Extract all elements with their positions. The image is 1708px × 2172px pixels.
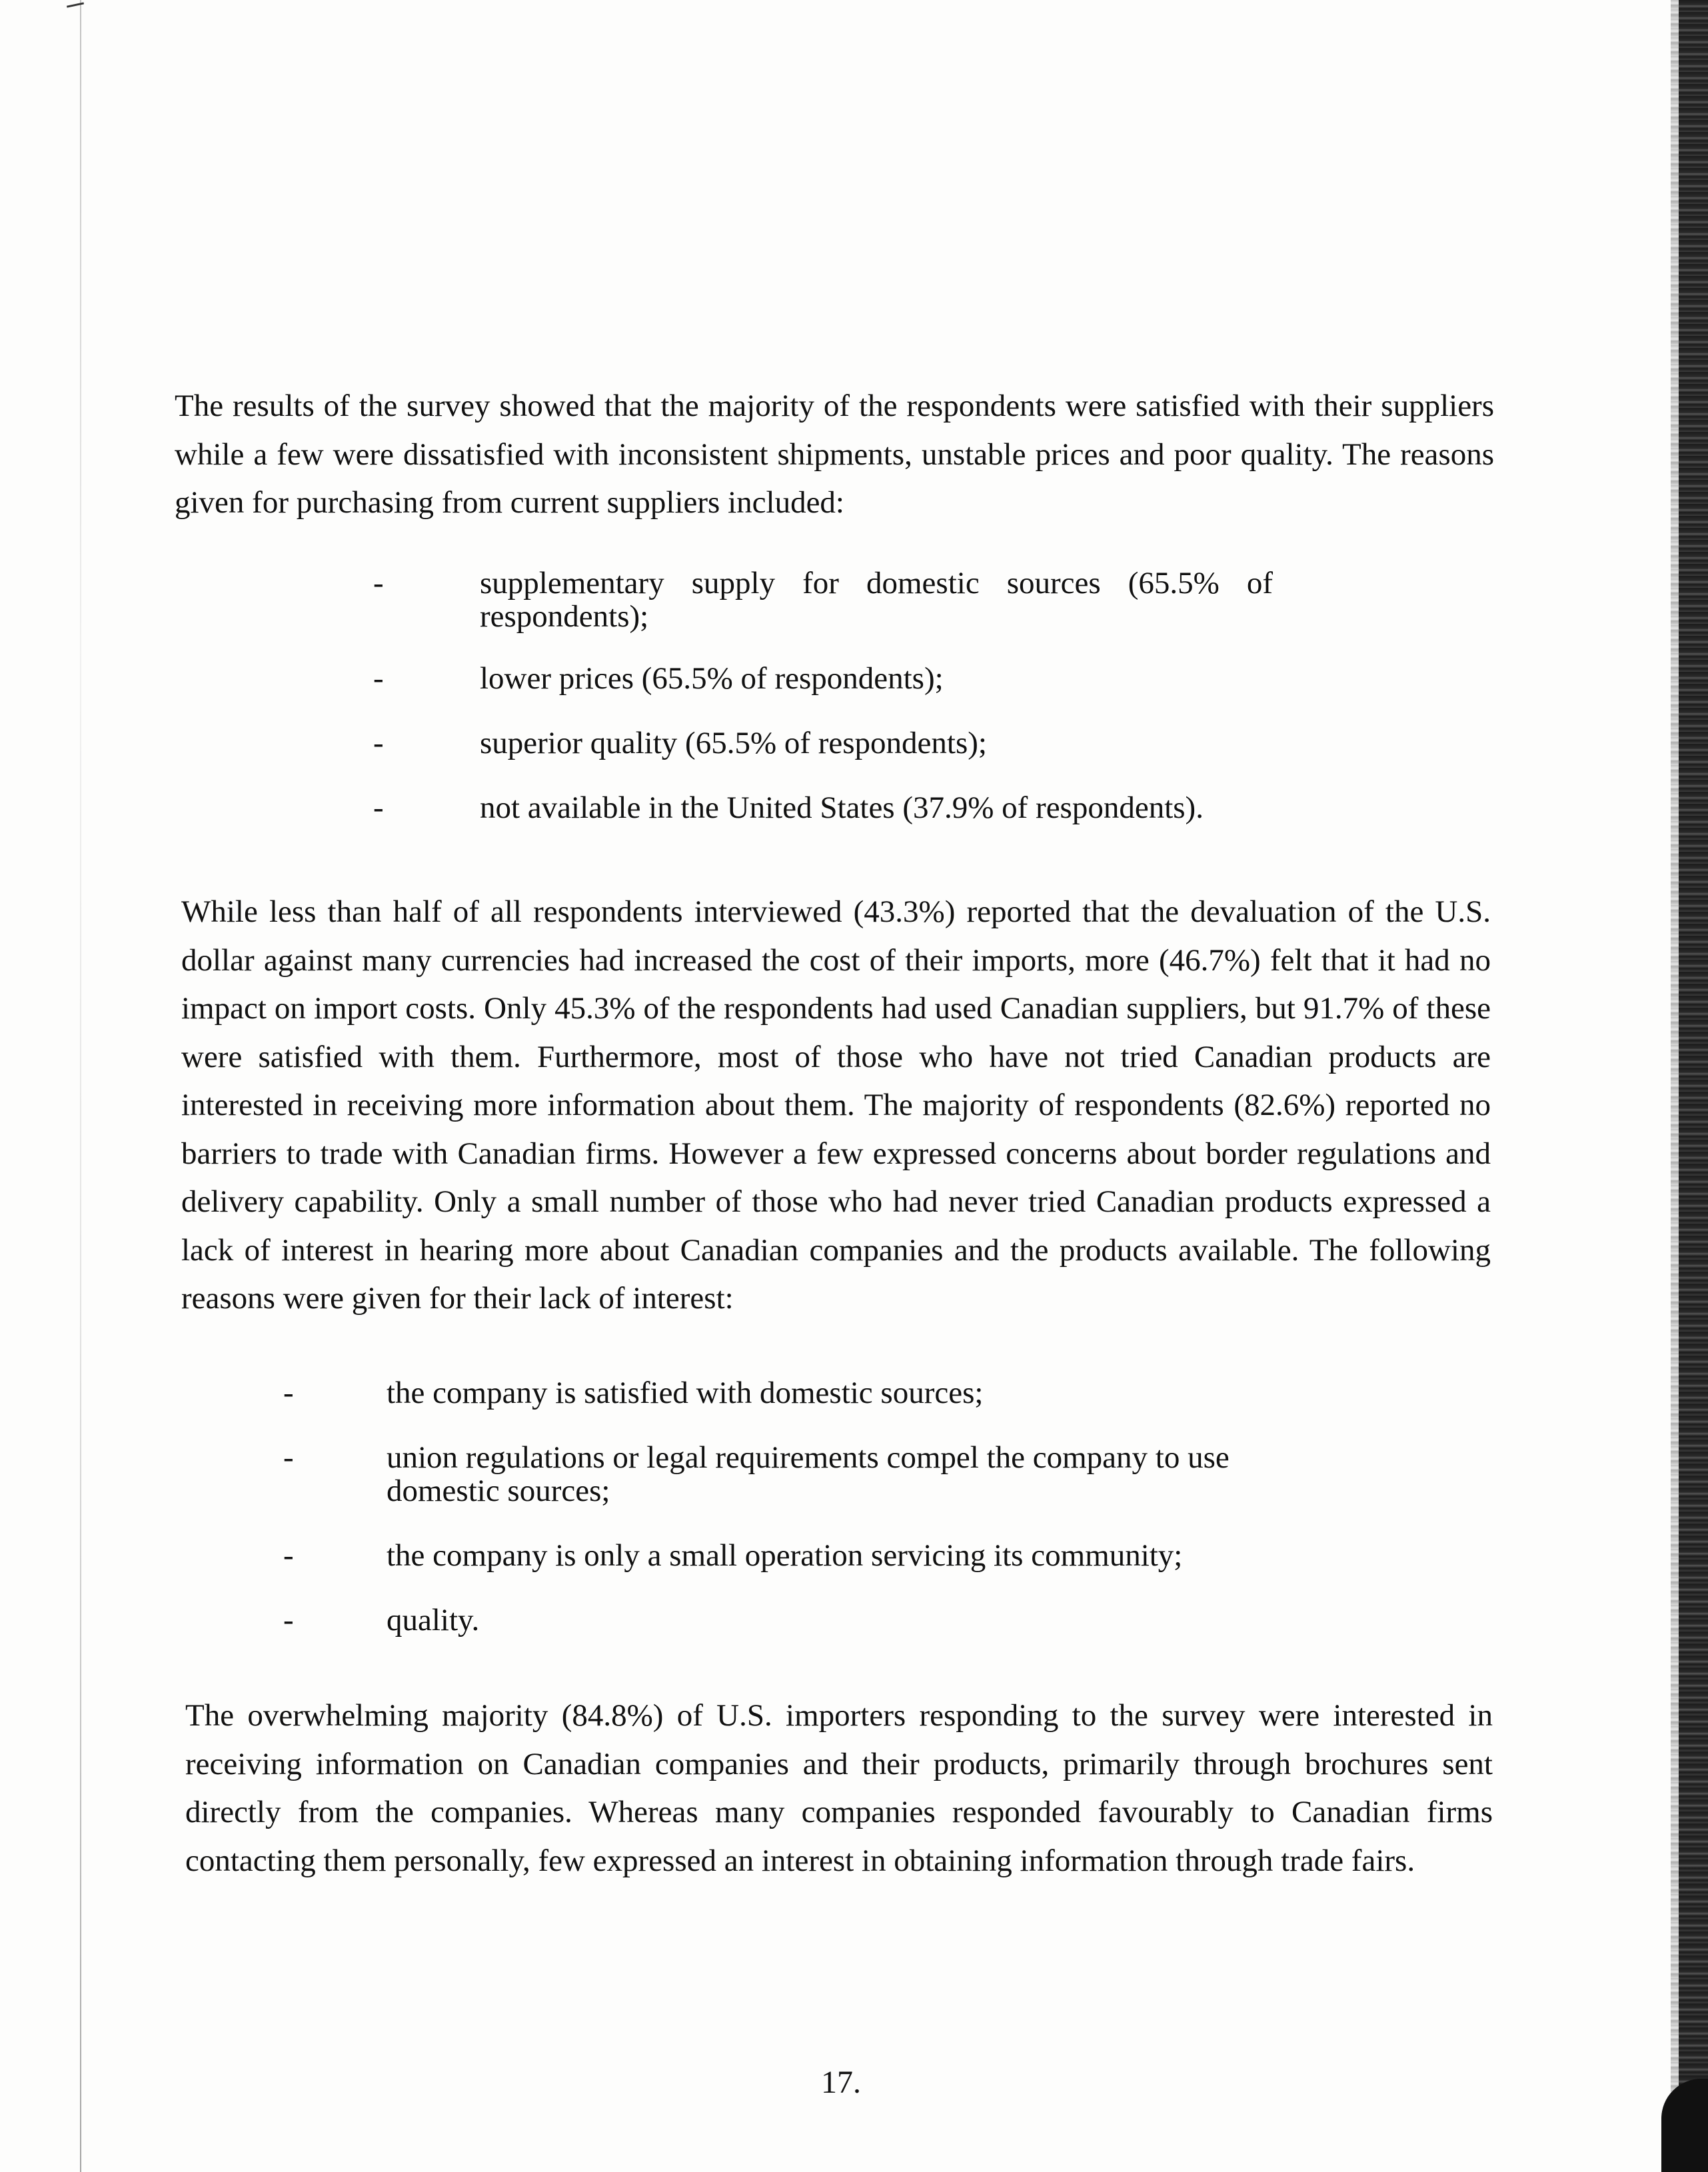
list-item-text-continued: respondents);	[480, 599, 649, 634]
page-number: 17.	[821, 2065, 861, 2100]
list-item	[283, 1376, 1349, 1410]
list-item-text-continued: domestic sources;	[387, 1474, 610, 1508]
list-dash: -	[373, 566, 384, 600]
list-item	[373, 662, 1306, 695]
list-item-text: the company is only a small operation servicing its community;	[387, 1538, 1183, 1573]
list-dash: -	[283, 1538, 294, 1573]
list-item	[373, 566, 1306, 633]
list-item	[283, 1441, 1349, 1508]
list-item-text: not available in the United States (37.9% of respondents).	[480, 790, 1204, 825]
list-item-text: union regulations or legal requirements compel the company to use	[387, 1440, 1230, 1475]
list-item-text: superior quality (65.5% of respondents);	[480, 726, 987, 760]
list-item-text: lower prices (65.5% of respondents);	[480, 661, 944, 696]
list-dash: -	[283, 1603, 294, 1637]
paragraph-information-interest: The overwhelming majority (84.8%) of U.S. importers responding to the survey were interested in receiving information on Canadian companies and their products, primarily through brochures sent directly from the companies. Whereas many companies responded favourably to Canadian firms contacting them personally, few expressed an interest in obtaining information through trade fairs.	[185, 1698, 1493, 1878]
list-item-text: quality.	[387, 1603, 480, 1637]
scan-bottom-right-corner	[1661, 2079, 1708, 2172]
list-item	[283, 1539, 1349, 1572]
list-item	[373, 726, 1306, 760]
list-item	[283, 1604, 1349, 1637]
list-item	[373, 791, 1306, 824]
scan-right-edge	[1679, 0, 1708, 2172]
paragraph-survey-results: The results of the survey showed that the majority of the respondents were satisfied with their suppliers while a few were dissatisfied with inconsistent shipments, unstable prices and poor quality. The reasons given for purchasing from current suppliers included:	[175, 389, 1494, 520]
list-dash: -	[283, 1376, 294, 1410]
reasons-list	[373, 566, 1306, 856]
scan-corner-mark	[67, 2, 84, 7]
paragraph-devaluation: While less than half of all respondents interviewed (43.3%) reported that the devaluation of the U.S. dollar against many currencies had increased the cost of their imports, more (46.7%) felt that it had no impact on import costs. Only 45.3% of the respondents had used Canadian suppliers, but 91.7% of these were satisfied with them. Furthermore, most of those who have not tried Canadian products are interested in receiving more information about them. The majority of respondents (82.6%) reported no barriers to trade with Canadian firms. However a few expressed concerns about border regulations and delivery capability. Only a small number of those who had never tried Canadian products expressed a lack of interest in hearing more about Canadian companies and the products available. The following reasons were given for their lack of interest:	[181, 894, 1491, 1316]
scan-left-edge	[80, 0, 81, 2172]
list-item-text: supplementary supply for domestic sources (65.5% of	[480, 566, 1273, 600]
list-item-text: the company is satisfied with domestic sources;	[387, 1376, 984, 1410]
list-dash: -	[373, 661, 384, 696]
list-dash: -	[373, 790, 384, 825]
list-dash: -	[283, 1440, 294, 1475]
list-dash: -	[373, 726, 384, 760]
lack-of-interest-list	[283, 1376, 1349, 1668]
scan-right-edge-shadow	[1671, 0, 1679, 2172]
